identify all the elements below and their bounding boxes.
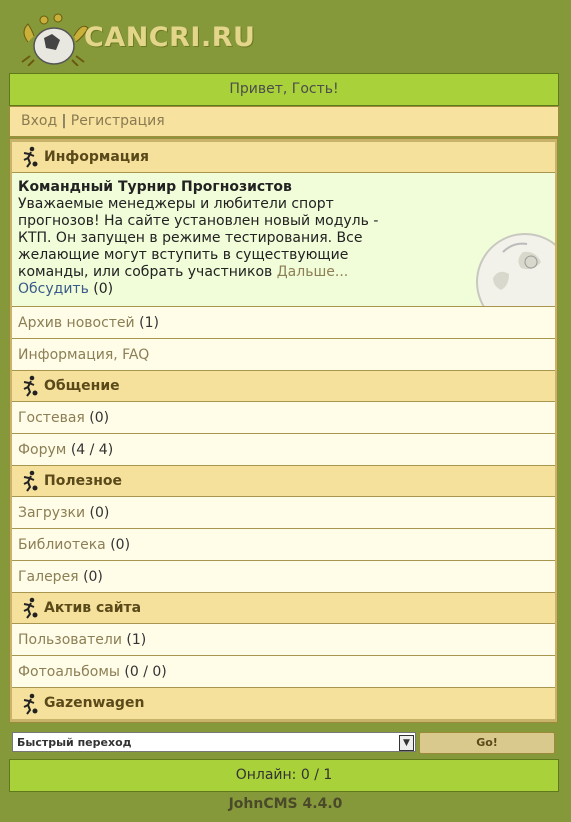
section-header-active	[12, 593, 555, 624]
section-title-info: Информация	[44, 148, 149, 165]
quick-nav-bar	[12, 732, 555, 754]
photo-albums-link[interactable]: Фотоальбомы	[18, 664, 120, 680]
news-text: Уважаемые менеджеры и любители спорт прогнозов! На сайте установлен новый модуль - КТП. Он запущен в режиме тестирования. Все желающие могут вступить в существующие команды, или собрать участников	[18, 196, 379, 280]
gallery-count: (0)	[83, 569, 103, 585]
section-header-useful	[12, 466, 555, 497]
site-logo-text[interactable]: CANCRI.RU	[84, 22, 256, 53]
photo-albums-count: (0 / 0)	[124, 664, 167, 680]
menu-item-downloads	[12, 497, 555, 529]
crab-ball-logo-icon	[18, 12, 90, 66]
section-header-info	[12, 142, 555, 173]
soccer-ball-icon	[463, 232, 555, 306]
news-archive-link[interactable]: Архив новостей	[18, 315, 135, 331]
section-title-active: Актив сайта	[44, 599, 142, 616]
soccer-player-icon	[18, 375, 40, 397]
menu-item-news-archive	[12, 307, 555, 339]
news-discuss-count: (0)	[93, 281, 114, 297]
menu-item-library	[12, 529, 555, 561]
news-block	[12, 173, 555, 307]
news-body	[18, 196, 388, 298]
news-headline: Командный Турнир Прогнозистов	[18, 179, 292, 195]
quick-nav-selected: Быстрый переход	[17, 736, 132, 749]
quick-nav-select[interactable]	[12, 732, 416, 752]
section-header-gazenwagen[interactable]	[12, 688, 555, 719]
users-count: (1)	[126, 632, 147, 648]
guestbook-count: (0)	[89, 410, 110, 426]
news-discuss-link[interactable]: Обсудить	[18, 281, 89, 297]
users-link[interactable]: Пользователи	[18, 632, 122, 648]
menu-item-faq	[12, 339, 555, 371]
news-archive-count: (1)	[139, 315, 159, 331]
news-more-link[interactable]: Дальше...	[276, 264, 349, 280]
chevron-down-icon[interactable]: ▼	[399, 735, 414, 751]
auth-separator: |	[61, 113, 67, 129]
menu-item-gallery	[12, 561, 555, 593]
downloads-count: (0)	[89, 505, 110, 521]
soccer-player-icon	[18, 693, 40, 715]
menu-item-photo-albums	[12, 656, 555, 688]
forum-count: (4 / 4)	[70, 442, 114, 458]
library-link[interactable]: Библиотека	[18, 537, 106, 553]
section-title-gazenwagen: Gazenwagen	[44, 695, 145, 711]
go-button[interactable]: Go!	[419, 732, 555, 754]
menu-item-guestbook	[12, 402, 555, 434]
downloads-link[interactable]: Загрузки	[18, 505, 86, 521]
soccer-player-icon	[18, 470, 40, 492]
gallery-link[interactable]: Галерея	[18, 569, 79, 585]
soccer-player-icon	[18, 146, 40, 168]
register-link[interactable]: Регистрация	[70, 113, 165, 129]
library-count: (0)	[110, 537, 131, 553]
section-header-communication	[12, 371, 555, 402]
faq-link[interactable]: Информация, FAQ	[18, 347, 150, 363]
login-link[interactable]: Вход	[21, 113, 58, 129]
footer-version: JohnCMS 4.4.0	[228, 796, 343, 812]
menu-item-forum	[12, 434, 555, 466]
section-title-communication: Общение	[44, 377, 120, 394]
main-menu	[9, 138, 558, 723]
soccer-player-icon	[18, 597, 40, 619]
guestbook-link[interactable]: Гостевая	[18, 410, 85, 426]
greeting-bar: Привет, Гость!	[9, 73, 559, 106]
auth-bar	[9, 106, 559, 137]
online-counter[interactable]: Онлайн: 0 / 1	[9, 759, 559, 792]
forum-link[interactable]: Форум	[18, 442, 67, 458]
menu-item-users	[12, 624, 555, 656]
section-title-useful: Полезное	[44, 472, 123, 489]
